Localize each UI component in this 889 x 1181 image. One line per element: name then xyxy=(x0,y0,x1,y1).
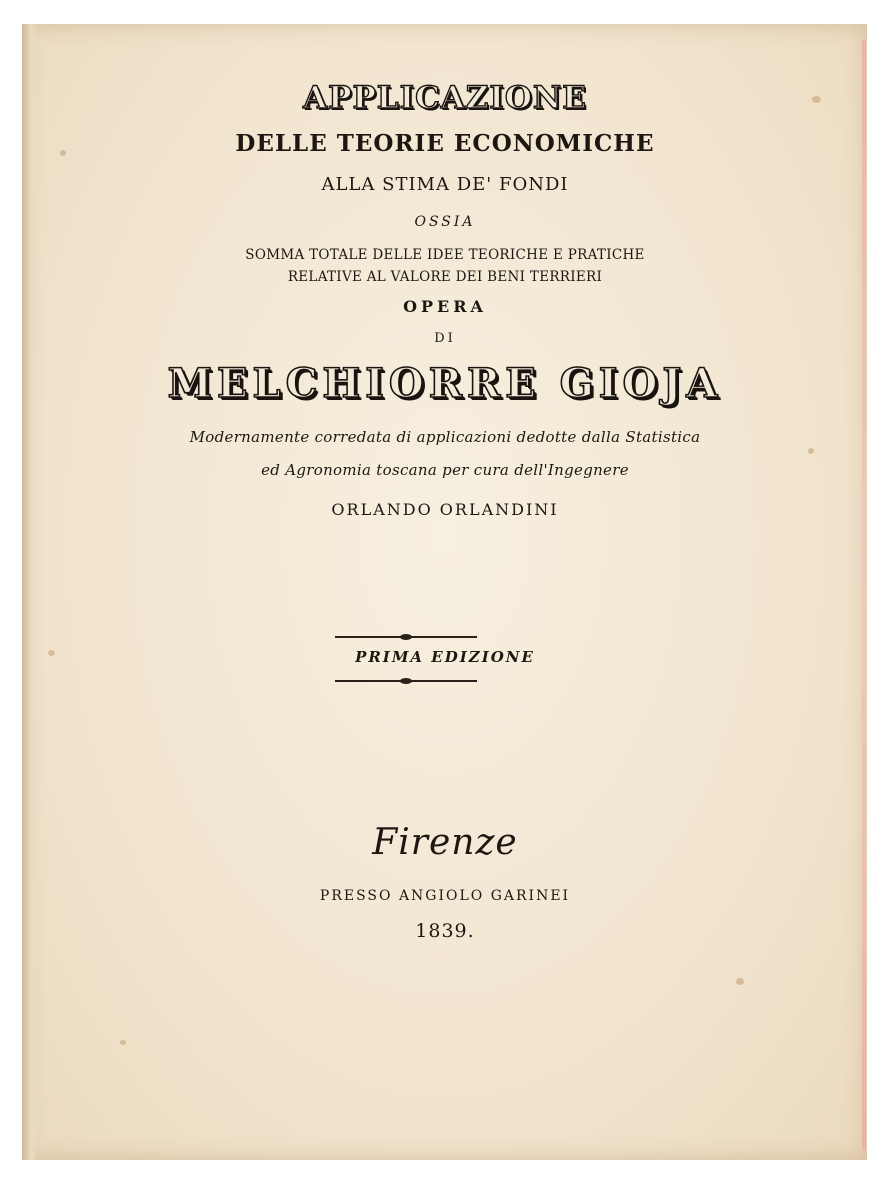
note-line-1: Modernamente corredata di applicazioni dedotte dalla Statistica xyxy=(189,428,701,446)
ossia-line: OSSIA xyxy=(414,214,476,230)
di-line: DI xyxy=(434,331,456,346)
ornamental-rule-bottom xyxy=(335,680,477,682)
city-name: Firenze xyxy=(372,822,518,863)
page-red-edge xyxy=(862,40,866,1150)
subtitle-line-2: ALLA STIMA DE' FONDI xyxy=(321,174,569,195)
opera-line: OPERA xyxy=(403,297,487,316)
ornamental-rule-top xyxy=(335,636,477,638)
publication-year: 1839. xyxy=(415,920,475,942)
foxing-spot xyxy=(808,448,814,454)
edition-label: PRIMA EDIZIONE xyxy=(355,648,535,666)
foxing-spot xyxy=(736,978,744,985)
publisher-line: PRESSO ANGIOLO GARINEI xyxy=(319,888,571,904)
author-name: MELCHIORRE GIOJA xyxy=(167,360,723,407)
description-line-1: SOMMA TOTALE DELLE IDEE TEORICHE E PRATICHE xyxy=(245,247,645,263)
editor-name: ORLANDO ORLANDINI xyxy=(331,500,559,519)
description-line-2: RELATIVE AL VALORE DEI BENI TERRIERI xyxy=(287,269,603,285)
subtitle-line-1: DELLE TEORIE ECONOMICHE xyxy=(235,130,655,157)
book-title: APPLICAZIONE xyxy=(303,80,587,116)
foxing-spot xyxy=(120,1040,126,1045)
note-line-2: ed Agronomia toscana per cura dell'Ingegnere xyxy=(261,461,629,479)
